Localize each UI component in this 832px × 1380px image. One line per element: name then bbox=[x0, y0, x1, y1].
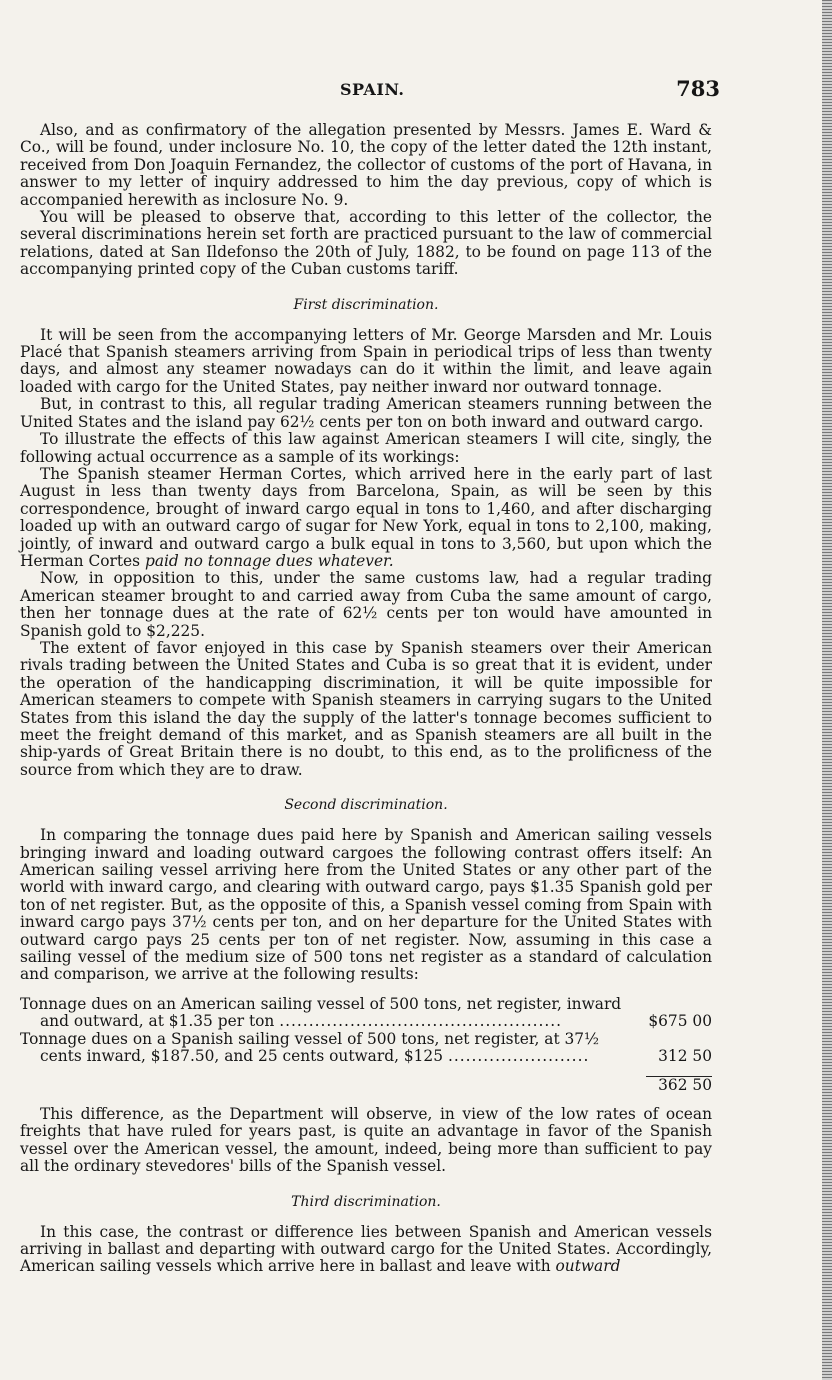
section-heading: Second discrimination. bbox=[284, 797, 448, 814]
page-number: 783 bbox=[676, 76, 720, 101]
row-description: Tonnage dues on an American sailing vessel of 500 tons, net register, inward bbox=[20, 994, 622, 1013]
row-amount: $675 00 bbox=[648, 1012, 712, 1031]
paragraph: Now, in opposition to this, under the same customs law, had a regular trading American steamer brought to and carried away from Cuba the same amount of cargo, then her tonnage dues at the rate of 62½ cents per ton would have amounted in Spanish gold to $2,225. bbox=[20, 569, 712, 640]
row-description: and outward, at $1.35 per ton bbox=[40, 1012, 275, 1031]
page-edge-scan-border bbox=[822, 0, 832, 1380]
document-page bbox=[20, 0, 812, 1380]
paragraph: This difference, as the Department will observe, in view of the low rates of ocean freights that have ruled for years past, is quite an advantage in favor of the Spanish vessel over the American vessel, the amount, indeed, being more than sufficient to pay all the ordinary stevedores' bills of the Spanish vessel. bbox=[20, 1104, 712, 1176]
paragraph: You will be pleased to observe that, according to this letter of the collector, the several discriminations herein set forth are practiced pursuant to the law of commercial relations, dated at San Ildefonso the 20th of July, 1882, to be found on page 113 of the accompanying printed copy of the Cuban customs tariff. bbox=[20, 208, 712, 279]
table-row: Tonnage dues on an American sailing vessel of 500 tons, net register, inward and outward, at $1.35 per ton ................................................ $675 00 bbox=[20, 994, 712, 1031]
paragraph: The extent of favor enjoyed in this case by Spanish steamers over their American rivals trading between the United States and Cuba is so great that it is evident, under the operation of the handicapping discrimination, it will be quite impossible for American steamers to compete with Spanish steamers in carrying sugars to the United States from this island the day the supply of the latter's tonnage becomes sufficient to meet the freight demand of this market, and as Spanish steamers are all built in the ship-yards of Great Britain there is no doubt, to this end, as to the prolificness of the source from which they are to draw. bbox=[20, 638, 712, 779]
paragraph: In comparing the tonnage dues paid here by Spanish and American sailing vessels bringing inward and loading outward cargoes the following contrast offers itself: An American sailing vessel arriving here from the United States or any other part of the world with inward cargo, and clearing with outward cargo, pays $1.35 Spanish gold per ton of net register. But, as the opposite of this, a Spanish vessel coming from Spain with inward cargo pays 37½ cents per ton, and on her departure for the United States with outward cargo pays 25 cents per ton of net register. Now, assuming in this case a sailing vessel of the medium size of 500 tons net register as a standard of calculation and comparison, we arrive at the following results: bbox=[20, 826, 712, 984]
paragraph: To illustrate the effects of this law against American steamers I will cite, singly, the following actual occurrence as a sample of its workings: bbox=[20, 430, 712, 466]
tonnage-table bbox=[20, 996, 712, 1094]
total-amount: 362 50 bbox=[658, 1075, 712, 1094]
page-header bbox=[20, 76, 720, 106]
emphasis-text: outward bbox=[555, 1257, 621, 1276]
row-description: Tonnage dues on a Spanish sailing vessel of 500 tons, net register, at 37½ bbox=[20, 1029, 600, 1048]
section-heading: Third discrimination. bbox=[291, 1193, 441, 1210]
paragraph bbox=[20, 1224, 712, 1276]
row-amount: 312 50 bbox=[658, 1047, 712, 1066]
emphasis-text: paid no tonnage dues whatever. bbox=[144, 551, 394, 570]
body-text bbox=[20, 122, 712, 1276]
paragraph: Also, and as confirmatory of the allegation presented by Messrs. James E. Ward & Co., will be found, under inclosure No. 10, the copy of the letter dated the 12th instant, received from Don Joaquin Fernandez, the collector of customs of the port of Havana, in answer to my letter of inquiry addressed to him the day previous, copy of which is accompanied herewith as inclosure No. 9. bbox=[20, 121, 712, 209]
paragraph-text: In this case, the contrast or difference lies between Spanish and American vessels arriving in ballast and departing with outward cargo for the United States. Accordingly, American sailing vessels which arrive here in ballast and leave with bbox=[20, 1222, 712, 1276]
running-title: SPAIN. bbox=[340, 80, 405, 99]
paragraph: But, in contrast to this, all regular trading American steamers running between the United States and the island pay 62½ cents per ton on both inward and outward cargo. bbox=[20, 395, 712, 431]
paragraph-text: The Spanish steamer Herman Cortes, which arrived here in the early part of last August in less than twenty days from Barcelona, Spain, as will be seen by this correspondence, brought of inward cargo equal in tons to 1,460, and after discharging loaded up with an outward cargo of sugar for New York, equal in tons to 2,100, making, jointly, of inward and outward cargo a bulk equal in tons to 3,560, but upon which the Herman Cortes bbox=[20, 464, 712, 570]
section-heading: First discrimination. bbox=[293, 296, 439, 313]
table-row: Tonnage dues on a Spanish sailing vessel of 500 tons, net register, at 37½ cents inward, $187.50, and 25 cents outward, $125 ........................ 312 50 bbox=[20, 1029, 712, 1066]
paragraph bbox=[20, 466, 712, 570]
paragraph: It will be seen from the accompanying letters of Mr. George Marsden and Mr. Louis Placé that Spanish steamers arriving from Spain in periodical trips of less than twenty days, and almost any steamer nowadays can do it within the limit, and leave again loaded with cargo for the United States, pay neither inward nor outward tonnage. bbox=[20, 325, 712, 396]
row-description: cents inward, $187.50, and 25 cents outward, $125 bbox=[40, 1047, 444, 1066]
